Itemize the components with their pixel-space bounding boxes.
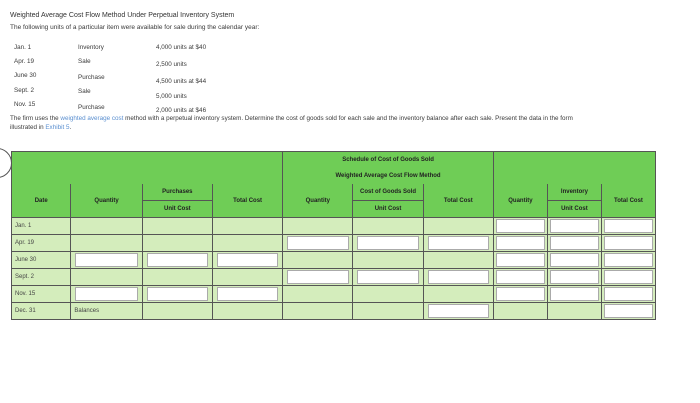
intro-text: The following units of a particular item were available for sale during the calendar year:: [10, 24, 260, 31]
row-date: Nov. 15: [12, 286, 71, 303]
cogs-quantity-input[interactable]: [287, 236, 348, 250]
cogs-unit-cost-input[interactable]: [357, 236, 418, 250]
inventory-unit-cost-input[interactable]: [550, 253, 598, 267]
inventory-unit-cost-input[interactable]: [550, 219, 598, 233]
balances-label: Balances: [71, 303, 142, 320]
event-date: Jan. 1: [14, 44, 32, 51]
table-row: [12, 252, 656, 269]
purchases-total-cost-input[interactable]: [217, 253, 278, 267]
col-inventory-unit-cost-header: Unit Cost: [561, 206, 588, 212]
table-row: [12, 235, 656, 252]
row-date: June 30: [12, 252, 71, 269]
row-date: Dec. 31: [12, 303, 71, 320]
table-row: [12, 303, 656, 320]
instructions-paragraph-line2: [10, 124, 71, 131]
col-cogs-quantity-header: Quantity: [305, 197, 330, 204]
cogs-total-cost-input[interactable]: [428, 236, 489, 250]
event-type: Purchase: [78, 104, 105, 111]
event-type: Purchase: [78, 74, 105, 81]
inventory-total-cost-input[interactable]: [604, 287, 652, 301]
col-inventory-total-header: Total Cost: [614, 197, 643, 204]
cogs-quantity-input[interactable]: [287, 270, 348, 284]
inventory-unit-cost-input[interactable]: [550, 236, 598, 250]
event-detail: 2,500 units: [156, 61, 187, 68]
schedule-table: [11, 151, 656, 320]
table-row: [12, 218, 656, 235]
purchases-quantity-input[interactable]: [75, 287, 137, 301]
event-detail: 4,500 units at $44: [156, 78, 207, 85]
schedule-subtitle: Weighted Average Cost Flow Method: [335, 173, 441, 179]
purchases-unit-cost-input[interactable]: [147, 253, 208, 267]
col-purchases-quantity-header: Quantity: [94, 197, 119, 204]
page-title: Weighted Average Cost Flow Method Under Perpetual Inventory System: [10, 12, 235, 19]
inventory-total-cost-input[interactable]: [604, 236, 652, 250]
inventory-quantity-input[interactable]: [496, 253, 544, 267]
col-date-header: Date: [34, 197, 48, 204]
weighted-average-link[interactable]: weighted average cost: [60, 115, 124, 122]
inventory-group-header: Inventory: [560, 189, 588, 195]
inventory-quantity-input[interactable]: [496, 236, 544, 250]
schedule-title: Schedule of Cost of Goods Sold: [342, 157, 434, 163]
inventory-unit-cost-input[interactable]: [550, 270, 598, 284]
para-text: method with a perpetual inventory system. Determine the cost of goods sold for each sale and the inventory balance after each sale. Present the data in the form: [123, 115, 573, 122]
col-purchases-unit-cost-header: Unit Cost: [164, 206, 191, 212]
exhibit-link[interactable]: Exhibit 5: [45, 124, 70, 131]
purchases-unit-cost-input[interactable]: [147, 287, 208, 301]
event-type: Sale: [78, 58, 91, 65]
cogs-total-cost-input[interactable]: [428, 270, 489, 284]
event-detail: 5,000 units: [156, 93, 187, 100]
instructions-paragraph: [10, 115, 573, 122]
table-row: [12, 286, 656, 303]
event-date: Apr. 19: [14, 58, 34, 65]
row-date: Apr. 19: [12, 235, 71, 252]
event-type: Sale: [78, 88, 91, 95]
inventory-quantity-input[interactable]: [496, 287, 544, 301]
col-purchases-total-header: Total Cost: [233, 197, 263, 204]
cogs-unit-cost-input[interactable]: [357, 270, 418, 284]
cogs-total-cost-balance-input[interactable]: [428, 304, 489, 318]
cogs-group-header: Cost of Goods Sold: [360, 189, 417, 195]
event-detail: 2,000 units at $46: [156, 107, 207, 114]
inventory-total-cost-input[interactable]: [604, 253, 652, 267]
event-detail: 4,000 units at $40: [156, 44, 207, 51]
para-text: The firm uses the: [10, 115, 61, 122]
inventory-total-cost-input[interactable]: [604, 219, 652, 233]
col-cogs-total-header: Total Cost: [443, 197, 473, 204]
event-date: June 30: [14, 72, 37, 79]
para-text: illustrated in: [10, 124, 46, 131]
purchases-quantity-input[interactable]: [75, 253, 137, 267]
inventory-quantity-input[interactable]: [496, 270, 544, 284]
para-text: .: [69, 124, 72, 131]
event-type: Inventory: [78, 44, 104, 51]
inventory-unit-cost-input[interactable]: [550, 287, 598, 301]
col-inventory-quantity-header: Quantity: [508, 197, 533, 204]
inventory-quantity-input[interactable]: [496, 219, 544, 233]
purchases-group-header: Purchases: [162, 189, 193, 195]
event-date: Sept. 2: [14, 87, 34, 94]
inventory-total-cost-balance-input[interactable]: [604, 304, 652, 318]
row-date: Sept. 2: [12, 269, 71, 286]
table-row: [12, 269, 656, 286]
purchases-total-cost-input[interactable]: [217, 287, 278, 301]
event-date: Nov. 15: [14, 101, 36, 108]
col-cogs-unit-cost-header: Unit Cost: [374, 206, 402, 212]
inventory-total-cost-input[interactable]: [604, 270, 652, 284]
row-date: Jan. 1: [12, 218, 71, 235]
